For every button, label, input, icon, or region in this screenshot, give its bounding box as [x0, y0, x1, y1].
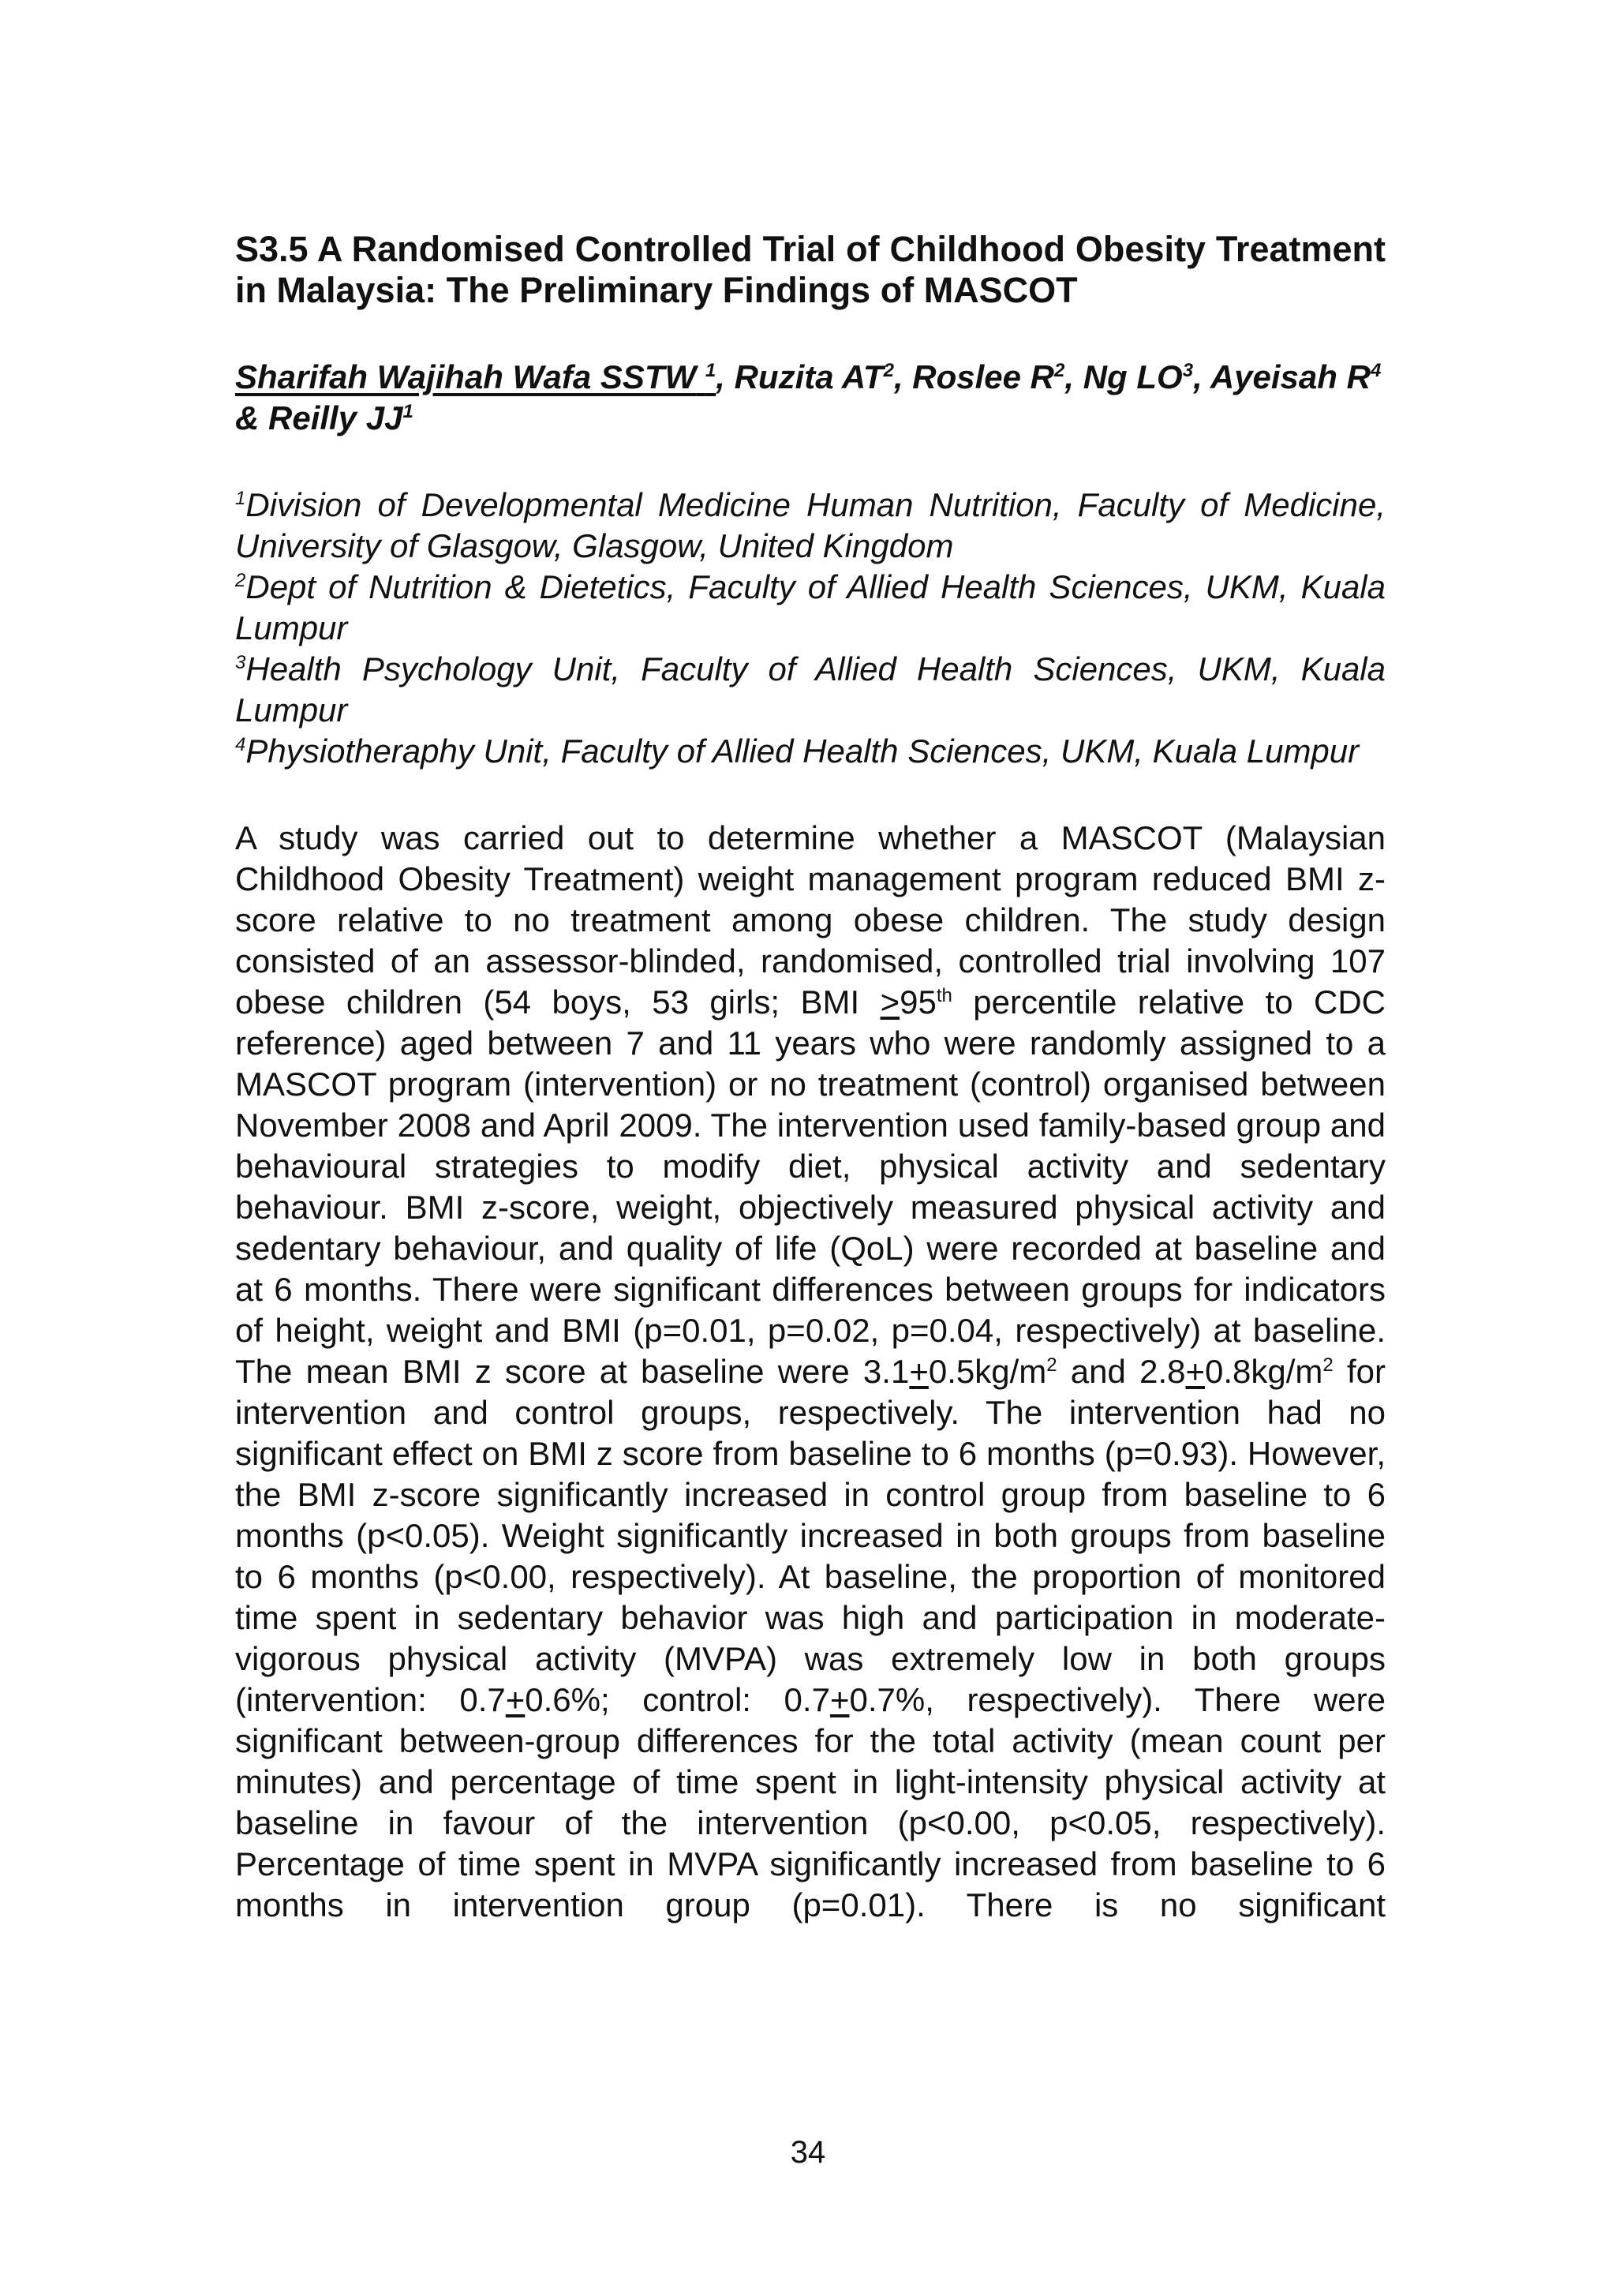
- abstract-text: 0.6%; control: 0.7: [525, 1681, 830, 1718]
- affiliation-list: [235, 485, 1386, 772]
- author-affil-marker: 2: [883, 360, 894, 381]
- author-name: , Ruzita AT: [716, 358, 884, 395]
- affiliation-text: Physiotheraphy Unit, Faculty of Allied Health Sciences, UKM, Kuala Lumpur: [245, 732, 1360, 770]
- page-number: 34: [790, 2135, 826, 2170]
- greater-equal-symbol: >: [880, 983, 900, 1021]
- author-name: , Roslee R: [893, 358, 1055, 395]
- abstract-text: percentile relative to CDC reference) aged between 7 and 11 years who were randomly assigned to a MASCOT program (intervention) or no treatment (control) organised between November 2008 and April 2009. The intervention used family-based group and behavioural strategies to modify diet, physical activity and sedentary behaviour. BMI z-score, weight, objectively measured physical activity and sedentary behaviour, and quality of life (QoL) were recorded at baseline and at 6 months. There were significant differences between groups for indicators of height, weight and BMI (p=0.01, p=0.02, p=0.04, respectively) at baseline. The mean BMI z score at baseline were 3.1: [235, 983, 1386, 1390]
- affiliation-marker: 2: [235, 570, 246, 591]
- plus-minus-symbol: +: [909, 1353, 929, 1390]
- abstract-text: for intervention and control groups, respectively. The intervention had no significant effect on BMI z score from baseline to 6 months (p=0.93). However, the BMI z-score significantly increased in control group from baseline to 6 months (p<0.05). Weight significantly increased in both groups from baseline to 6 months (p<0.00, respectively). At baseline, the proportion of monitored time spent in sedentary behavior was high and participation in moderate-vigorous physical activity (MVPA) was extremely low in both groups (intervention: 0.7: [235, 1353, 1386, 1718]
- author-affil-marker: 1: [705, 360, 716, 381]
- plus-minus-symbol: +: [1185, 1353, 1206, 1390]
- abstract-text: 95: [900, 983, 937, 1021]
- affiliation-marker: 4: [235, 734, 246, 755]
- presenting-author: [235, 358, 716, 395]
- affiliation-item: [235, 485, 1386, 567]
- author-affil-marker: 2: [1054, 360, 1065, 381]
- author-name: , Ayeisah R: [1193, 358, 1371, 395]
- affiliation-item: [235, 567, 1386, 649]
- plus-minus-symbol: +: [829, 1681, 850, 1718]
- paper-title: S3.5 A Randomised Controlled Trial of Childhood Obesity Treatment in Malaysia: The Preliminary Findings of MASCOT: [235, 229, 1386, 310]
- ordinal-suffix: th: [936, 985, 952, 1006]
- paper-page: [235, 229, 1386, 1926]
- presenting-author-name: Sharifah Wajihah Wafa SSTW: [235, 358, 697, 395]
- plus-minus-symbol: +: [505, 1681, 526, 1718]
- abstract-text: and 2.8: [1057, 1353, 1186, 1390]
- affiliation-marker: 1: [235, 488, 246, 509]
- affiliation-text: Division of Developmental Medicine Human Nutrition, Faculty of Medicine, University of Glasgow, Glasgow, United Kingdom: [235, 486, 1386, 564]
- affiliation-marker: 3: [235, 652, 246, 673]
- affiliation-text: Health Psychology Unit, Faculty of Allied Health Sciences, UKM, Kuala Lumpur: [235, 650, 1386, 729]
- author-affil-marker: 4: [1370, 360, 1382, 381]
- author-affil-marker: 3: [1182, 360, 1194, 381]
- abstract-text: A study was carried out to determine whether a MASCOT (Malaysian Childhood Obesity Treatment) weight management program reduced BMI z-score relative to no treatment among obese children. The study design consisted of an assessor-blinded, randomised, controlled trial involving 107 obese children (54 boys, 53 girls; BMI: [235, 819, 1386, 1021]
- abstract-text: 0.5kg/m: [928, 1353, 1047, 1390]
- author-list: [235, 357, 1386, 439]
- squared-superscript: 2: [1046, 1354, 1057, 1376]
- author-affil-marker: 1: [402, 401, 413, 422]
- affiliation-item: [235, 649, 1386, 731]
- abstract-text: 0.8kg/m: [1205, 1353, 1323, 1390]
- squared-superscript: 2: [1322, 1354, 1334, 1376]
- author-name: & Reilly JJ: [235, 399, 403, 436]
- abstract-body: [235, 818, 1386, 1926]
- affiliation-item: [235, 731, 1386, 772]
- affiliation-text: Dept of Nutrition & Dietetics, Faculty of Allied Health Sciences, UKM, Kuala Lumpur: [235, 568, 1386, 646]
- abstract-text: 0.7%, respectively). There were significant between-group differences for the total activity (mean count per minutes) and percentage of time spent in light-intensity physical activity at baseline in favour of the intervention (p<0.00, p<0.05, respectively). Percentage of time spent in MVPA significantly increased from baseline to 6 months in intervention group (p=0.01). There is no significant: [235, 1681, 1386, 1923]
- author-name: , Ng LO: [1064, 358, 1183, 395]
